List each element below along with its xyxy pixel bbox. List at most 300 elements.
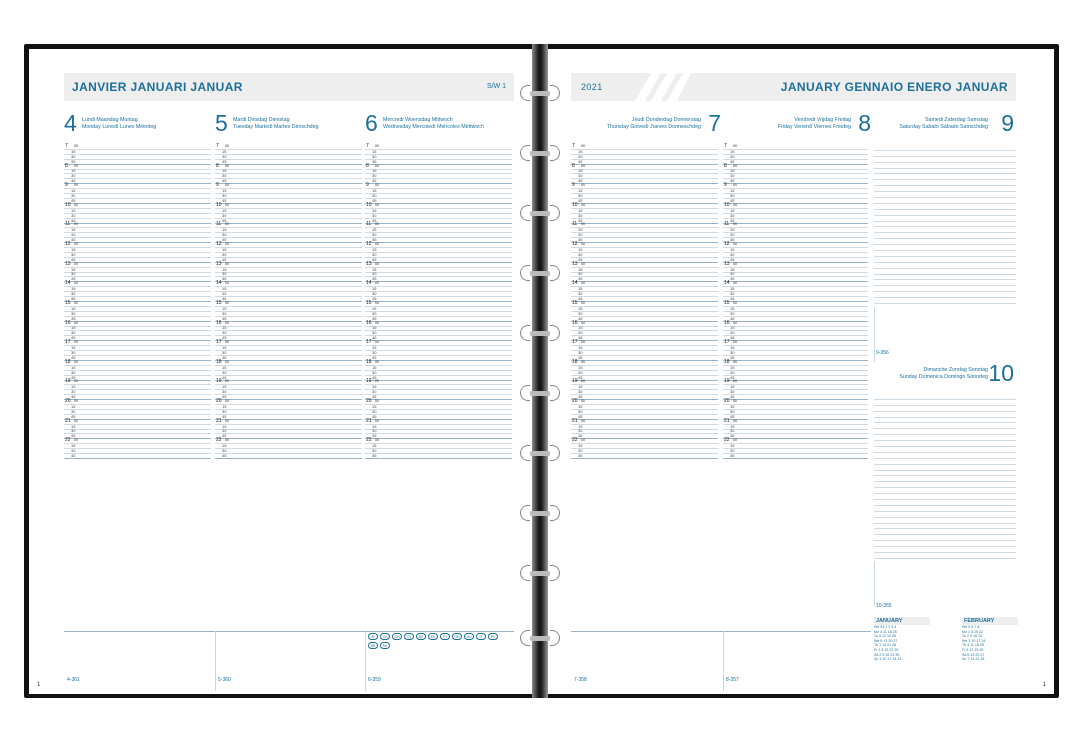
notes-area[interactable]	[571, 631, 871, 691]
hourly-column[interactable]	[723, 142, 868, 459]
time-label: 15	[578, 148, 583, 154]
time-label: 9	[724, 182, 727, 189]
time-label: 20	[366, 398, 372, 405]
time-label: 15	[222, 246, 227, 252]
time-label: 30	[730, 310, 735, 316]
minute-label: 00	[74, 359, 78, 364]
time-label: 30	[578, 448, 583, 454]
time-label: 9	[572, 182, 575, 189]
time-label: 45	[730, 413, 735, 419]
time-label: 30	[222, 173, 227, 179]
time-label: 14	[724, 280, 730, 287]
minute-label: 00	[581, 261, 585, 266]
time-label: 9	[366, 182, 369, 189]
time-label: 15	[222, 384, 227, 390]
time-label: 30	[730, 428, 735, 434]
minute-label: 00	[225, 281, 229, 286]
minute-label: 00	[225, 163, 229, 168]
time-label: 45	[222, 158, 227, 164]
time-label: 17	[724, 339, 730, 346]
time-label: 15	[372, 286, 377, 292]
time-label: 14	[366, 280, 372, 287]
country-flag-badge: HU	[464, 633, 474, 640]
time-label: 15	[71, 148, 76, 154]
binder-ring-icon	[520, 145, 560, 161]
minute-label: 00	[733, 320, 737, 325]
minute-label: 00	[74, 261, 78, 266]
minute-label: 00	[74, 242, 78, 247]
time-label: 45	[730, 315, 735, 321]
minute-label: 00	[581, 300, 585, 305]
time-label: 30	[71, 310, 76, 316]
time-label: 15	[578, 443, 583, 449]
time-label: 15	[222, 403, 227, 409]
minute-label: 00	[581, 438, 585, 443]
time-label: 15	[578, 325, 583, 331]
time-label: 45	[71, 335, 76, 341]
left-page	[29, 49, 534, 694]
mini-calendar-row: Tu 5 12 19 26	[874, 634, 897, 639]
time-label: 15	[372, 345, 377, 351]
time-label: 30	[578, 232, 583, 238]
mini-calendar-row: Mo 4 11 18 25	[874, 629, 897, 634]
page-number: 1	[37, 682, 41, 688]
time-label: 30	[578, 330, 583, 336]
time-label: 30	[578, 291, 583, 297]
time-label: 45	[222, 276, 227, 282]
time-label: 22	[572, 437, 578, 444]
time-label: 15	[71, 168, 76, 174]
time-label: 15	[372, 305, 377, 311]
mini-calendar-row: Th 4 11 18 25	[962, 643, 984, 648]
hourly-column[interactable]	[365, 142, 512, 459]
mini-calendar-row: Fr 1 8 15 22 29	[874, 647, 899, 652]
time-label: 30	[578, 349, 583, 355]
day-code: 6-359	[368, 677, 381, 683]
time-label: 30	[71, 389, 76, 395]
time-label: 30	[578, 271, 583, 277]
day-name: Lundi Maandag Montag Monday Lunedì Lunes Méindeg	[82, 117, 157, 130]
time-label: 15	[71, 266, 76, 272]
time-label: 30	[372, 291, 377, 297]
time-label: 45	[730, 433, 735, 439]
time-label: 21	[65, 417, 71, 424]
time-label: 30	[71, 349, 76, 355]
time-label: 15	[222, 148, 227, 154]
time-label: 30	[372, 251, 377, 257]
time-label: 13	[724, 260, 730, 267]
time-label: 45	[578, 453, 583, 458]
time-label: 7	[216, 142, 219, 149]
time-label: 15	[572, 299, 578, 306]
time-label: 18	[366, 358, 372, 365]
minute-label: 00	[74, 379, 78, 384]
time-label: 30	[222, 349, 227, 355]
minute-label: 00	[581, 242, 585, 247]
time-label: 45	[222, 296, 227, 301]
time-label: 45	[730, 394, 735, 400]
time-label: 30	[372, 389, 377, 395]
time-label: 11	[216, 221, 222, 228]
time-label: 45	[71, 256, 76, 262]
time-label: 30	[71, 291, 76, 297]
minute-label: 00	[733, 399, 737, 404]
time-label: 30	[222, 448, 227, 454]
saturday-lines[interactable]	[874, 145, 1016, 304]
day-name: Mardi Dinsdag Dienstag Tuesday Martedì Martes Dënschdeg	[233, 117, 319, 130]
time-label: 45	[222, 237, 227, 243]
minute-label: 00	[74, 163, 78, 168]
mini-calendar-row: Sa 6 13 20 27	[962, 652, 985, 657]
day-header	[64, 109, 214, 137]
time-label: 30	[578, 173, 583, 179]
time-label: 15	[71, 325, 76, 331]
time-label: 45	[578, 276, 583, 282]
time-label: 11	[65, 221, 71, 228]
time-label: 30	[71, 428, 76, 434]
time-label: 15	[216, 299, 222, 306]
minute-label: 00	[225, 399, 229, 404]
minute-label: 00	[74, 183, 78, 188]
time-label: 15	[222, 423, 227, 429]
time-label: 30	[71, 271, 76, 277]
time-label: 10	[572, 201, 578, 208]
time-label: 45	[372, 354, 377, 360]
time-label: 15	[71, 227, 76, 233]
time-label: 45	[730, 354, 735, 360]
time-slot[interactable]	[571, 454, 718, 459]
mini-calendar-row: Tu 2 9 16 23	[962, 634, 983, 639]
time-label: 14	[572, 280, 578, 287]
time-label: 45	[71, 413, 76, 419]
minute-label: 00	[375, 359, 379, 364]
time-label: 12	[216, 241, 222, 248]
time-label: 30	[372, 349, 377, 355]
hourly-column[interactable]	[64, 142, 211, 459]
minute-label: 00	[375, 438, 379, 443]
time-label: 30	[222, 232, 227, 238]
time-label: 30	[372, 271, 377, 277]
minute-label: 00	[581, 320, 585, 325]
hourly-column[interactable]	[215, 142, 362, 459]
country-flag-badge: CA	[380, 633, 390, 640]
binder-ring-icon	[520, 85, 560, 101]
time-label: 15	[578, 423, 583, 429]
minute-label: 00	[375, 183, 379, 188]
time-label: 30	[71, 251, 76, 257]
time-label: 30	[71, 330, 76, 336]
time-label: 30	[578, 153, 583, 159]
country-flag-badge: SK	[380, 642, 390, 649]
minute-label: 00	[581, 340, 585, 345]
minute-label: 00	[225, 202, 229, 207]
time-label: 17	[65, 339, 71, 346]
time-label: 15	[222, 188, 227, 194]
writing-line[interactable]	[874, 553, 1016, 559]
time-label: 15	[372, 188, 377, 194]
minute-label: 00	[733, 261, 737, 266]
time-label: 21	[366, 417, 372, 424]
time-label: 15	[222, 443, 227, 449]
minute-label: 00	[733, 340, 737, 345]
time-label: 45	[71, 197, 76, 203]
time-label: 13	[572, 260, 578, 267]
time-label: 22	[366, 437, 372, 444]
time-label: 21	[216, 417, 222, 424]
time-label: 7	[366, 142, 369, 149]
minute-label: 00	[375, 418, 379, 423]
time-label: 45	[71, 217, 76, 223]
time-label: 15	[372, 403, 377, 409]
time-slot[interactable]	[64, 454, 211, 459]
minute-label: 00	[375, 222, 379, 227]
time-label: 45	[578, 237, 583, 243]
minute-label: 00	[581, 183, 585, 188]
time-label: 45	[222, 217, 227, 223]
time-label: 45	[222, 433, 227, 439]
minute-label: 00	[581, 418, 585, 423]
time-label: 15	[730, 364, 735, 370]
country-flag-badge: B	[368, 633, 378, 640]
time-label: 15	[222, 345, 227, 351]
time-label: 45	[578, 394, 583, 400]
time-label: 30	[71, 173, 76, 179]
time-label: 15	[578, 305, 583, 311]
time-label: 45	[578, 433, 583, 439]
time-label: 30	[71, 232, 76, 238]
time-label: 30	[578, 251, 583, 257]
time-label: 30	[222, 251, 227, 257]
time-label: 18	[216, 358, 222, 365]
time-label: 30	[730, 389, 735, 395]
time-label: 15	[71, 364, 76, 370]
time-label: 16	[572, 319, 578, 326]
time-label: 16	[366, 319, 372, 326]
time-label: 22	[216, 437, 222, 444]
mini-calendar-row: We 53 1 2 3 4	[874, 625, 897, 629]
country-flag-badge: CY	[404, 633, 414, 640]
time-label: 15	[730, 305, 735, 311]
minute-label: 00	[225, 183, 229, 188]
time-label: 45	[372, 197, 377, 203]
year-label: 2021	[581, 82, 603, 92]
time-label: 30	[222, 369, 227, 375]
time-label: 15	[730, 188, 735, 194]
mini-calendar-row: Fr 5 12 19 26	[962, 647, 984, 652]
time-label: 45	[71, 158, 76, 164]
binder-ring-icon	[520, 505, 560, 521]
mini-calendar-february: FEBRUARY We 5 6 7 8 Mo 1 8 15 22 Tu 2 9 16 23 We 3 10 17 24 Th 4 11 18 25 Fr 5 12 19 26 Sa 6 13 20 27 Su 7 14 21 28	[962, 617, 1018, 662]
time-label: 20	[216, 398, 222, 405]
time-label: 12	[572, 241, 578, 248]
minute-label: 00	[375, 379, 379, 384]
writing-line[interactable]	[874, 298, 1016, 304]
minute-label: 00	[375, 143, 379, 148]
minute-label: 00	[375, 202, 379, 207]
time-label: 30	[730, 192, 735, 198]
time-label: 30	[222, 408, 227, 414]
time-label: 7	[572, 142, 575, 149]
time-label: 30	[372, 408, 377, 414]
time-label: 19	[724, 378, 730, 385]
time-label: 30	[578, 408, 583, 414]
time-label: 15	[65, 299, 71, 306]
time-label: 30	[578, 212, 583, 218]
country-flag-badge: SE	[368, 642, 378, 649]
time-label: 8	[366, 162, 369, 169]
time-label: 45	[578, 354, 583, 360]
day-code: 4-361	[67, 677, 80, 683]
minute-label: 00	[375, 242, 379, 247]
day-number: 6	[365, 110, 378, 136]
minute-label: 00	[225, 340, 229, 345]
mini-calendar-row: Sa 2 9 16 23 30	[874, 652, 900, 657]
time-label: 30	[372, 448, 377, 454]
time-label: 15	[71, 286, 76, 292]
time-label: 30	[71, 212, 76, 218]
time-label: 45	[372, 296, 377, 301]
time-label: 8	[216, 162, 219, 169]
time-label: 19	[572, 378, 578, 385]
country-flag-badge: PL	[488, 633, 498, 640]
country-flag-badge: DE	[416, 633, 426, 640]
time-label: 30	[372, 232, 377, 238]
time-label: 45	[71, 178, 76, 184]
time-slot[interactable]	[215, 454, 362, 459]
page-number: 1	[1042, 682, 1046, 688]
time-label: 45	[730, 197, 735, 203]
time-label: 30	[222, 291, 227, 297]
country-flag-badge: GR	[452, 633, 462, 640]
time-label: 45	[71, 433, 76, 439]
time-label: 30	[578, 428, 583, 434]
time-label: 13	[366, 260, 372, 267]
time-label: 12	[65, 241, 71, 248]
minute-label: 00	[375, 320, 379, 325]
sunday-lines[interactable]	[874, 394, 1016, 559]
time-label: 11	[724, 221, 730, 228]
time-label: 45	[730, 237, 735, 243]
time-label: 30	[372, 153, 377, 159]
time-label: 13	[65, 260, 71, 267]
time-label: 16	[216, 319, 222, 326]
saturday-header	[874, 109, 1016, 137]
time-label: 15	[222, 227, 227, 233]
time-label: 17	[216, 339, 222, 346]
minute-label: 00	[581, 399, 585, 404]
time-label: 18	[65, 358, 71, 365]
time-label: 10	[724, 201, 730, 208]
minute-label: 00	[225, 438, 229, 443]
time-label: 30	[730, 330, 735, 336]
minute-label: 00	[225, 261, 229, 266]
minute-label: 00	[74, 143, 78, 148]
time-label: 15	[372, 207, 377, 213]
country-holiday-flags	[368, 633, 508, 649]
time-label: 15	[578, 266, 583, 272]
hourly-column[interactable]	[571, 142, 718, 459]
day-code: 7-358	[574, 677, 587, 683]
time-label: 45	[372, 237, 377, 243]
time-label: 15	[578, 188, 583, 194]
time-label: 30	[730, 448, 735, 454]
binder-ring-icon	[520, 265, 560, 281]
time-label: 45	[71, 354, 76, 360]
time-label: 15	[372, 443, 377, 449]
time-label: 45	[71, 374, 76, 380]
minute-label: 00	[74, 300, 78, 305]
time-label: 30	[71, 448, 76, 454]
time-label: 30	[222, 192, 227, 198]
minute-label: 00	[733, 202, 737, 207]
time-label: 15	[730, 148, 735, 154]
time-label: 18	[724, 358, 730, 365]
binder-ring-icon	[520, 630, 560, 646]
minute-label: 00	[733, 163, 737, 168]
time-label: 15	[71, 443, 76, 449]
time-label: 15	[578, 345, 583, 351]
day-name: Vendredi Vrijdag Freitag Friday Venerdì Viernes Freideg	[777, 117, 851, 130]
time-label: 30	[71, 408, 76, 414]
time-label: 45	[730, 256, 735, 262]
time-slot[interactable]	[723, 454, 868, 459]
time-label: 30	[372, 173, 377, 179]
time-label: 30	[71, 369, 76, 375]
time-label: 22	[65, 437, 71, 444]
time-label: 7	[724, 142, 727, 149]
time-label: 15	[71, 384, 76, 390]
minute-label: 00	[74, 222, 78, 227]
time-label: 45	[372, 394, 377, 400]
time-label: 15	[730, 227, 735, 233]
time-label: 30	[222, 212, 227, 218]
time-label: 15	[372, 423, 377, 429]
time-label: 30	[578, 192, 583, 198]
time-label: 15	[372, 364, 377, 370]
time-label: 15	[578, 168, 583, 174]
sunday-name: Dimanche Zondag Sonntag Sunday Domenica Domingo Sonndeg	[899, 367, 988, 380]
time-label: 30	[578, 389, 583, 395]
time-label: 22	[724, 437, 730, 444]
time-label: 15	[222, 266, 227, 272]
time-label: 15	[578, 207, 583, 213]
minute-label: 00	[375, 163, 379, 168]
minute-label: 00	[733, 418, 737, 423]
time-label: 21	[724, 417, 730, 424]
time-label: 30	[730, 173, 735, 179]
time-label: 12	[724, 241, 730, 248]
time-label: 45	[372, 374, 377, 380]
time-label: 30	[222, 428, 227, 434]
time-label: 15	[372, 246, 377, 252]
time-label: 45	[578, 178, 583, 184]
time-label: 15	[578, 403, 583, 409]
time-label: 45	[730, 335, 735, 341]
time-label: 45	[222, 394, 227, 400]
time-label: 17	[366, 339, 372, 346]
time-label: 20	[572, 398, 578, 405]
time-label: 15	[71, 207, 76, 213]
minute-label: 00	[733, 438, 737, 443]
time-label: 15	[724, 299, 730, 306]
time-label: 30	[71, 192, 76, 198]
minute-label: 00	[733, 242, 737, 247]
time-label: 30	[730, 153, 735, 159]
time-label: 45	[578, 158, 583, 164]
time-slot[interactable]	[365, 454, 512, 459]
saturday-name: Samedi Zaterdag Samstag Saturday Sabato Sábado Samschdeg	[899, 117, 988, 130]
mini-calendar-january: JANUARY We 53 1 2 3 4 Mo 4 11 18 25 Tu 5 12 19 26 We 6 13 20 27 Th 7 14 21 28 Fr 1 8 15 22 29 Sa 2 9 16 23 30 Su 3 10 17 24 31	[874, 617, 930, 662]
